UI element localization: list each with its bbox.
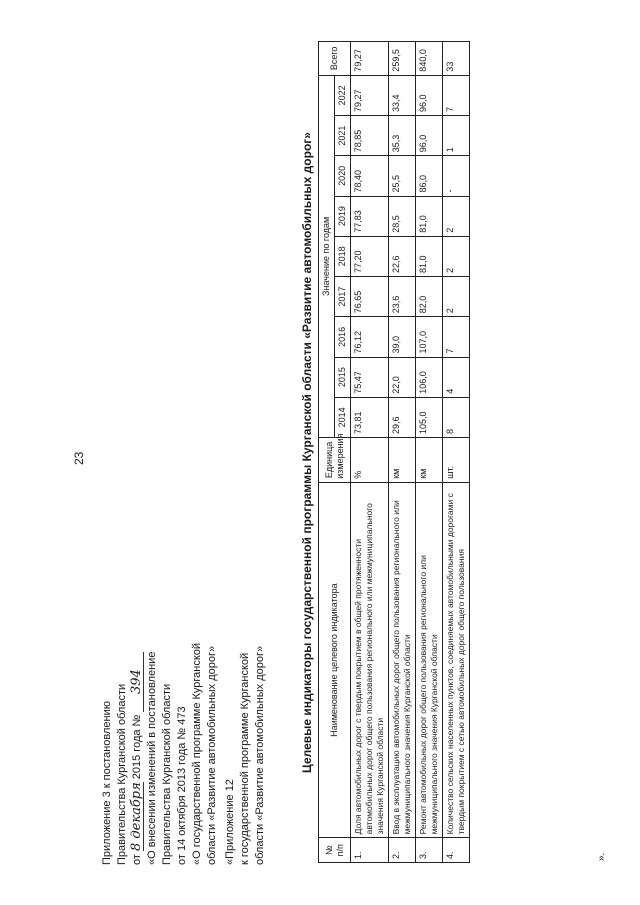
cell-value: 39,0 bbox=[389, 317, 416, 357]
appendix3-line3 bbox=[130, 345, 145, 865]
appendix3-line8: области «Развитие автомобильных дорог» bbox=[206, 645, 218, 865]
appendix-3-header bbox=[100, 345, 220, 865]
cell-value: 75,47 bbox=[351, 357, 389, 397]
cell-num: 2. bbox=[389, 838, 416, 863]
cell-value: 4 bbox=[443, 357, 470, 397]
cell-total: 33 bbox=[443, 42, 470, 76]
appendix3-line4: «О внесении изменений в постановление bbox=[146, 651, 158, 865]
cell-indicator-name: Ремонт автомобильных дорог общего пользования регионального или межмуниципального значения Курганской области bbox=[416, 482, 443, 838]
cell-value: 73,81 bbox=[351, 397, 389, 437]
cell-value: 106,0 bbox=[416, 357, 443, 397]
cell-total: 840,0 bbox=[416, 42, 443, 76]
cell-unit: % bbox=[351, 438, 389, 483]
table-row bbox=[389, 42, 416, 863]
header-year: 2016 bbox=[335, 317, 351, 357]
table-row bbox=[351, 42, 389, 863]
cell-value: 96,0 bbox=[416, 75, 443, 115]
cell-value: 29,6 bbox=[389, 397, 416, 437]
header-year: 2021 bbox=[335, 116, 351, 156]
appendix12-line3: области «Развитие автомобильных дорог» bbox=[254, 645, 266, 865]
cell-unit: км bbox=[416, 438, 443, 483]
page-number: 23 bbox=[72, 451, 86, 465]
header-year: 2017 bbox=[335, 277, 351, 317]
cell-value: 33,4 bbox=[389, 75, 416, 115]
header-year: 2018 bbox=[335, 236, 351, 276]
appendix12-line2: к государственной программе Курганской bbox=[239, 652, 251, 865]
cell-value: 107,0 bbox=[416, 317, 443, 357]
table-row bbox=[443, 42, 470, 863]
cell-value: 23,6 bbox=[389, 277, 416, 317]
cell-value: 28,5 bbox=[389, 196, 416, 236]
document-title: Целевые индикаторы государственной программы Курганской области «Развитие автомобильных дорог» bbox=[300, 132, 314, 773]
cell-value: 2 bbox=[443, 277, 470, 317]
cell-value: 8 bbox=[443, 397, 470, 437]
cell-value: 81,0 bbox=[416, 236, 443, 276]
handwritten-date: 8 декабря bbox=[129, 782, 144, 852]
appendix3-line2: Правительства Курганской области bbox=[116, 683, 128, 865]
cell-value: 86,0 bbox=[416, 156, 443, 196]
cell-num: 1. bbox=[351, 838, 389, 863]
appendix3-line5: Правительства Курганской области bbox=[161, 683, 173, 865]
header-year: 2019 bbox=[335, 196, 351, 236]
table-body bbox=[351, 42, 470, 863]
appendix-12-header bbox=[223, 345, 268, 865]
page-continuation-mark: ». bbox=[596, 852, 607, 861]
cell-value: 77,83 bbox=[351, 196, 389, 236]
cell-value: 96,0 bbox=[416, 116, 443, 156]
header-unit: Единица измерения bbox=[319, 438, 351, 483]
appendix12-line1: «Приложение 12 bbox=[224, 779, 236, 865]
appendix3-line1: Приложение 3 к постановлению bbox=[101, 700, 113, 865]
cell-total: 79,27 bbox=[351, 42, 389, 76]
cell-value: 7 bbox=[443, 75, 470, 115]
indicators-table bbox=[318, 41, 470, 863]
cell-value: 78,85 bbox=[351, 116, 389, 156]
cell-total: 259,5 bbox=[389, 42, 416, 76]
cell-num: 3. bbox=[416, 838, 443, 863]
table-row bbox=[416, 42, 443, 863]
cell-value: 22,0 bbox=[389, 357, 416, 397]
header-year: 2014 bbox=[335, 397, 351, 437]
cell-value: 76,65 bbox=[351, 277, 389, 317]
cell-value: 35,3 bbox=[389, 116, 416, 156]
cell-num: 4. bbox=[443, 838, 470, 863]
cell-value: 7 bbox=[443, 317, 470, 357]
handwritten-number: 394 bbox=[130, 652, 144, 712]
cell-value: 1 bbox=[443, 116, 470, 156]
cell-indicator-name: Ввод в эксплуатацию автомобильных дорог общего пользования регионального или межмуниципального значения Курганской области bbox=[389, 482, 416, 838]
appendix3-date-middle: 2015 года № bbox=[131, 714, 143, 780]
cell-value: 2 bbox=[443, 236, 470, 276]
cell-value: 81,0 bbox=[416, 196, 443, 236]
cell-value: 79,27 bbox=[351, 75, 389, 115]
cell-value: - bbox=[443, 156, 470, 196]
cell-indicator-name: Доля автомобильных дорог с твердым покрытием в общей протяженности автомобильных дорог общего пользования регионального или межмуниципального значения Курганской области bbox=[351, 482, 389, 838]
cell-unit: км bbox=[389, 438, 416, 483]
cell-value: 105,0 bbox=[416, 397, 443, 437]
header-year: 2015 bbox=[335, 357, 351, 397]
header-total: Всего bbox=[319, 42, 351, 76]
header-values-by-year: Значение по годам bbox=[319, 75, 335, 437]
header-num: № п/п bbox=[319, 838, 351, 863]
appendix3-line7: «О государственной программе Курганской bbox=[191, 642, 203, 865]
cell-value: 77,20 bbox=[351, 236, 389, 276]
header-name: Наименование целевого индикатора bbox=[319, 482, 351, 838]
cell-value: 2 bbox=[443, 196, 470, 236]
cell-value: 25,5 bbox=[389, 156, 416, 196]
appendix3-date-prefix: от bbox=[131, 854, 143, 865]
cell-unit: шт. bbox=[443, 438, 470, 483]
cell-indicator-name: Количество сельских населенных пунктов, соединяемых автомобильными дорогами с твердым покрытием с сетью автомобильных дорог общего пользования bbox=[443, 482, 470, 838]
cell-value: 22,6 bbox=[389, 236, 416, 276]
cell-value: 76,12 bbox=[351, 317, 389, 357]
cell-value: 78,40 bbox=[351, 156, 389, 196]
appendix3-line6: от 14 октября 2013 года № 473 bbox=[176, 706, 188, 865]
cell-value: 82,0 bbox=[416, 277, 443, 317]
header-year: 2020 bbox=[335, 156, 351, 196]
header-year: 2022 bbox=[335, 75, 351, 115]
